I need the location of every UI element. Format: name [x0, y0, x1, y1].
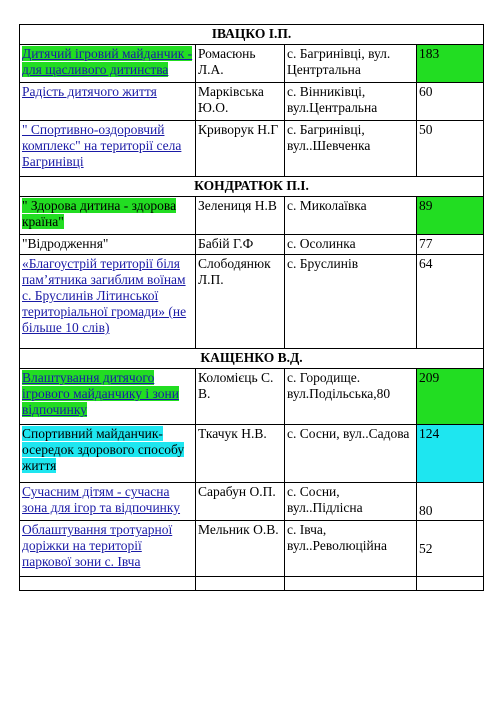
project-title: Спортивний майданчик-осередок здорового способу життя — [22, 426, 185, 473]
empty-cell — [196, 577, 285, 591]
project-cell — [20, 235, 196, 255]
address-cell: с. Бруслинів — [285, 255, 417, 349]
project-cell — [20, 369, 196, 425]
author-cell: Ткачук Н.В. — [196, 425, 285, 483]
author-cell: Сарабун О.П. — [196, 483, 285, 521]
project-link[interactable]: " Спортивно-оздоровчий комплекс" на території села Багринівці — [22, 122, 182, 169]
project-link[interactable]: Влаштування дитячого ігрового майданчику і зони відпочинку — [22, 370, 179, 417]
votes-cell: 80 — [417, 483, 484, 521]
section-header: КОНДРАТЮК П.І. — [20, 177, 484, 197]
votes-cell: 183 — [417, 45, 484, 83]
project-cell — [20, 45, 196, 83]
project-cell — [20, 425, 196, 483]
author-cell: Ромасюнь Л.А. — [196, 45, 285, 83]
project-cell — [20, 121, 196, 177]
project-cell — [20, 83, 196, 121]
votes-cell: 60 — [417, 83, 484, 121]
author-cell: Мельник О.В. — [196, 521, 285, 577]
address-cell: с. Сосни, вул..Садова — [285, 425, 417, 483]
section-header: ІВАЦКО І.П. — [20, 25, 484, 45]
address-cell: с. Багринівці, вул..Шевченка — [285, 121, 417, 177]
votes-cell: 64 — [417, 255, 484, 349]
address-cell: с. Багринівці, вул. Центртальна — [285, 45, 417, 83]
section-header-row — [20, 349, 484, 369]
project-title: " Здорова дитина - здорова країна" — [22, 198, 177, 229]
address-cell: с. Городище. вул.Подільська,80 — [285, 369, 417, 425]
empty-cell — [285, 577, 417, 591]
address-cell: с. Осолинка — [285, 235, 417, 255]
project-title: "Відродження" — [22, 236, 109, 251]
author-cell: Марківська Ю.О. — [196, 83, 285, 121]
address-cell: с. Миколаївка — [285, 197, 417, 235]
project-cell — [20, 483, 196, 521]
table-row — [20, 425, 484, 483]
blank-row — [20, 577, 484, 591]
table-row — [20, 83, 484, 121]
author-cell: Бабій Г.Ф — [196, 235, 285, 255]
section-header-row — [20, 25, 484, 45]
author-cell: Слободянюк Л.П. — [196, 255, 285, 349]
author-cell: Зелениця Н.В — [196, 197, 285, 235]
address-cell: с. Сосни, вул..Підлісна — [285, 483, 417, 521]
votes-cell: 52 — [417, 521, 484, 577]
votes-cell: 50 — [417, 121, 484, 177]
project-link[interactable]: Облаштування тротуарної доріжки на території паркової зони с. Івча — [22, 522, 173, 569]
empty-cell — [417, 577, 484, 591]
table-row — [20, 121, 484, 177]
table-row — [20, 369, 484, 425]
table-row — [20, 45, 484, 83]
project-link[interactable]: Сучасним дітям - сучасна зона для ігор та відпочинку — [22, 484, 181, 515]
address-cell: с. Івча, вул..Революційна — [285, 521, 417, 577]
votes-cell: 209 — [417, 369, 484, 425]
address-cell: с. Вінниківці, вул.Центральна — [285, 83, 417, 121]
table-row — [20, 255, 484, 349]
table-row — [20, 521, 484, 577]
empty-cell — [20, 577, 196, 591]
table-row — [20, 197, 484, 235]
votes-cell: 77 — [417, 235, 484, 255]
table-row — [20, 483, 484, 521]
project-link[interactable]: Радість дитячого життя — [22, 84, 157, 99]
section-header-row — [20, 177, 484, 197]
votes-cell: 124 — [417, 425, 484, 483]
project-cell — [20, 197, 196, 235]
project-table — [19, 24, 484, 591]
project-link[interactable]: «Благоустрій території біля пам’ятника загиблим воїнам с. Бруслинів Літинської територіальної громади» (не більше 10 слів) — [22, 256, 187, 335]
table-row — [20, 235, 484, 255]
votes-cell: 89 — [417, 197, 484, 235]
author-cell: Криворук Н.Г — [196, 121, 285, 177]
project-link[interactable]: Дитячий ігровий майданчик - для щасливого дитинства — [22, 46, 193, 77]
section-header: КАЩЕНКО В.Д. — [20, 349, 484, 369]
project-cell — [20, 255, 196, 349]
project-cell — [20, 521, 196, 577]
author-cell: Коломієць С. В. — [196, 369, 285, 425]
